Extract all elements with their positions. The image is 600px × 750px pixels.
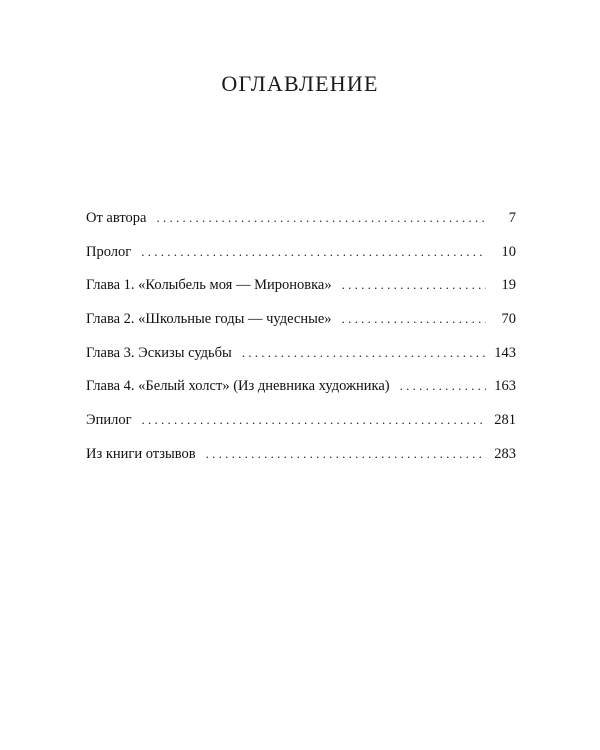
toc-entry — [86, 244, 516, 278]
dot-leader — [342, 311, 486, 327]
toc-entry-title: Из книги отзывов — [86, 445, 196, 462]
dot-leader — [142, 412, 486, 428]
toc-entry-page: 283 — [494, 445, 516, 462]
dot-leader — [342, 277, 486, 293]
toc-heading: ОГЛАВЛЕНИЕ — [221, 71, 379, 96]
toc-entry — [86, 345, 516, 379]
toc-entry-title: Глава 2. «Школьные годы — чудесные» — [86, 311, 332, 328]
toc-entry — [86, 446, 516, 480]
toc-entry-page: 10 — [501, 243, 516, 260]
toc-entry-title: Глава 3. Эскизы судьбы — [86, 344, 232, 361]
toc-entry-page: 281 — [494, 412, 516, 429]
toc-entry-title: От автора — [86, 210, 147, 226]
toc-entry-page: 163 — [494, 378, 516, 395]
toc-entry-page: 70 — [501, 311, 516, 328]
dot-leader — [156, 210, 486, 226]
toc-entry — [86, 277, 516, 311]
table-of-contents — [86, 210, 516, 480]
dot-leader — [242, 345, 486, 361]
toc-entry — [86, 412, 516, 446]
toc-entry-title: Пролог — [86, 243, 132, 260]
toc-entry-title: Эпилог — [86, 412, 132, 429]
toc-entry-title: Глава 1. «Колыбель моя — Мироновка» — [86, 277, 332, 294]
toc-entry — [86, 378, 516, 412]
toc-entry-page: 7 — [508, 210, 516, 226]
toc-entry — [86, 210, 516, 244]
toc-entry — [86, 311, 516, 345]
dot-leader — [400, 378, 486, 394]
toc-entry-page: 143 — [494, 344, 516, 361]
dot-leader — [141, 244, 486, 260]
dot-leader — [206, 446, 486, 462]
toc-entry-title: Глава 4. «Белый холст» (Из дневника художника) — [86, 378, 390, 395]
toc-entry-page: 19 — [501, 277, 516, 294]
